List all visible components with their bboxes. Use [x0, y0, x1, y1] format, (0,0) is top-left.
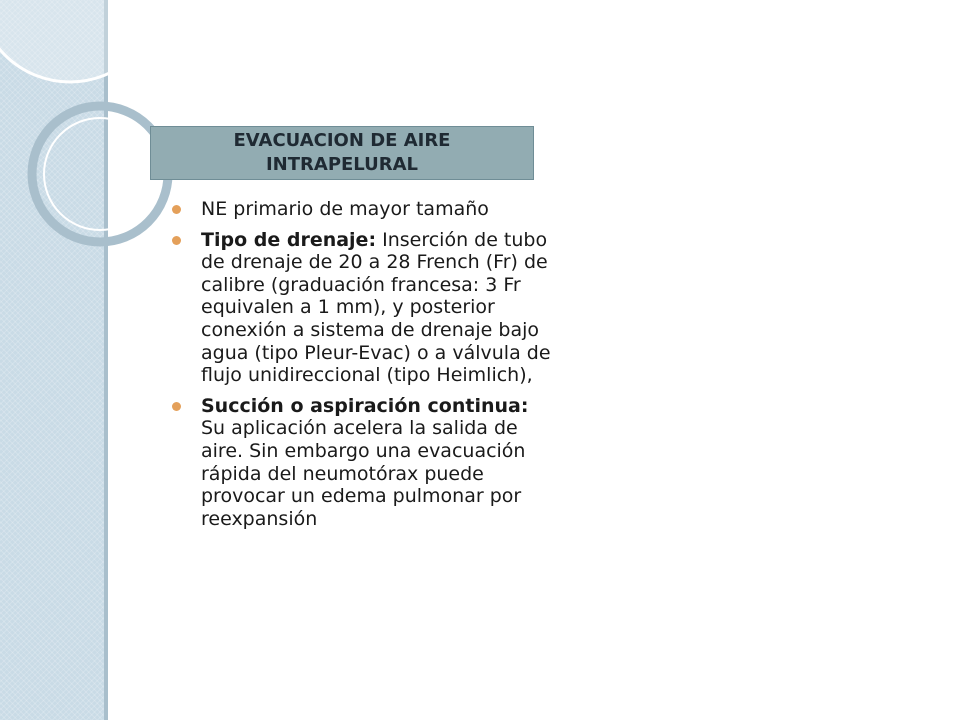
- bullet-item: [172, 229, 552, 387]
- slide-title: EVACUACION DE AIRE INTRAPELURAL: [233, 130, 451, 175]
- bullet-text: Inserción de tubo de drenaje de 20 a 28 French (Fr) de calibre (graduación francesa: 3 Fr equivalen a 1 mm), y posterior conexión a sistema de drenaje bajo agua (tipo Pleur-Evac) o a válvula de flujo unidireccional (tipo Heimlich),: [201, 228, 551, 387]
- bullet-bold-text: Tipo de drenaje:: [201, 228, 377, 251]
- bullet-dot-icon: [172, 205, 181, 214]
- decorative-sidebar: [0, 0, 104, 720]
- bullet-dot-icon: [172, 236, 181, 245]
- bullet-item: [172, 198, 552, 221]
- bullet-bold-text: Succión o aspiración continua:: [201, 394, 529, 417]
- bullet-list: [172, 198, 552, 538]
- bullet-text: Su aplicación acelera la salida de aire. Sin embargo una evacuación rápida del neumotórax puede provocar un edema pulmonar por reexpansión: [201, 417, 526, 530]
- bullet-text: NE primario de mayor tamaño: [201, 198, 489, 220]
- bullet-item: [172, 395, 552, 531]
- slide-title-box: [150, 126, 534, 180]
- sidebar-edge: [104, 0, 108, 720]
- bullet-dot-icon: [172, 402, 181, 411]
